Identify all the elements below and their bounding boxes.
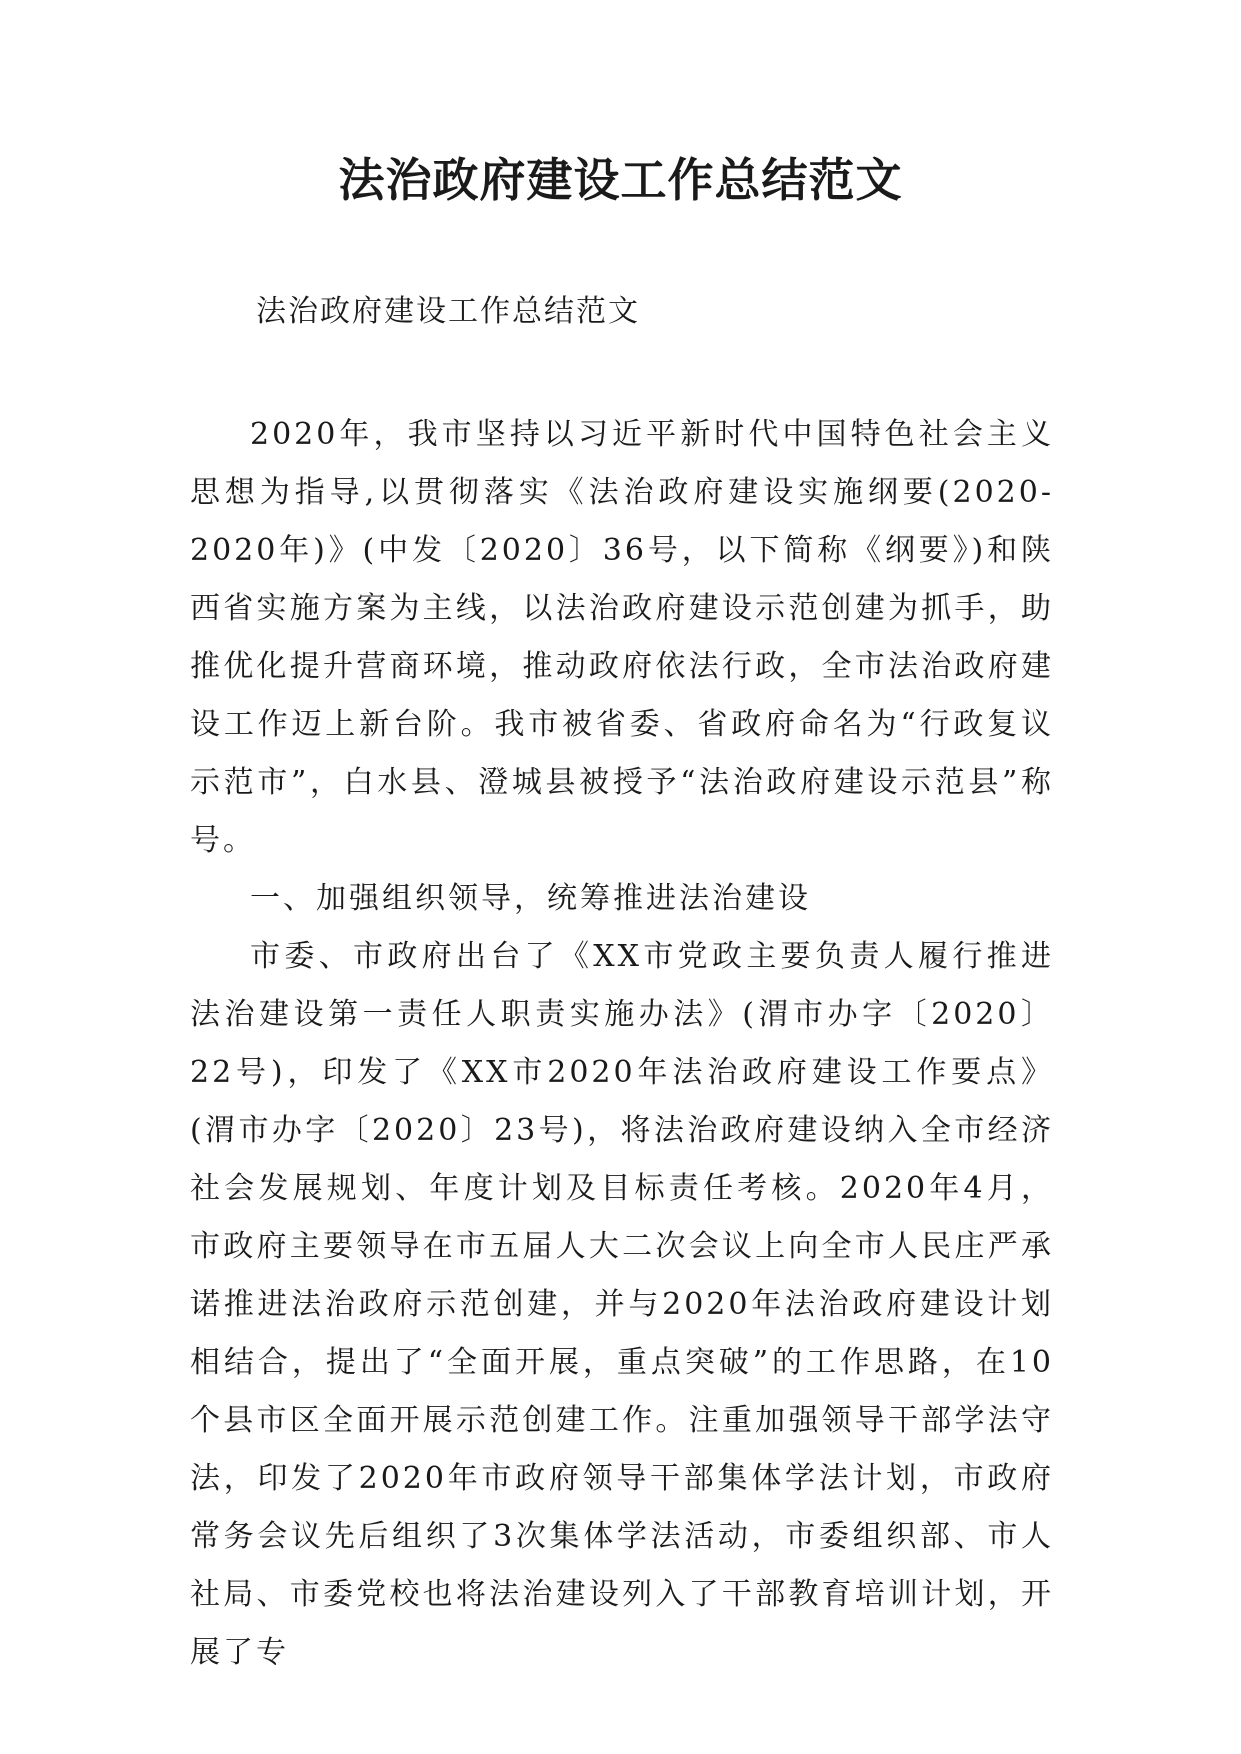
document-body bbox=[190, 406, 1054, 1682]
document-title: 法治政府建设工作总结范文 bbox=[338, 153, 903, 207]
paragraph-intro: 2020年，我市坚持以习近平新时代中国特色社会主义思想为指导,以贯彻落实《法治政府建设实施纲要(2020-2020年)》(中发〔2020〕36号，以下简称《纲要》)和陕西省实施方案为主线，以法治政府建设示范创建为抓手，助推优化提升营商环境，推动政府依法行政，全市法治政府建设工作迈上新台阶。我市被省委、省政府命名为“行政复议示范市”，白水县、澄城县被授予“法治政府建设示范县”称号。 bbox=[190, 417, 1054, 858]
document-subtitle: 法治政府建设工作总结范文 bbox=[256, 294, 640, 329]
section-heading: 一、加强组织领导，统筹推进法治建设 bbox=[250, 881, 811, 916]
paragraph-section-1: 市委、市政府出台了《XX市党政主要负责人履行推进法治建设第一责任人职责实施办法》(渭市办字〔2020〕22号)，印发了《XX市2020年法治政府建设工作要点》(渭市办字〔2020〕23号)，将法治政府建设纳入全市经济社会发展规划、年度计划及目标责任考核。2020年4月，市政府主要领导在市五届人大二次会议上向全市人民庄严承诺推进法治政府示范创建，并与2020年法治政府建设计划相结合，提出了“全面开展，重点突破”的工作思路，在10个县市区全面开展示范创建工作。注重加强领导干部学法守法，印发了2020年市政府领导干部集体学法计划，市政府常务会议先后组织了3次集体学法活动，市委组织部、市人社局、市委党校也将法治建设列入了干部教育培训计划，开展了专 bbox=[190, 939, 1054, 1670]
